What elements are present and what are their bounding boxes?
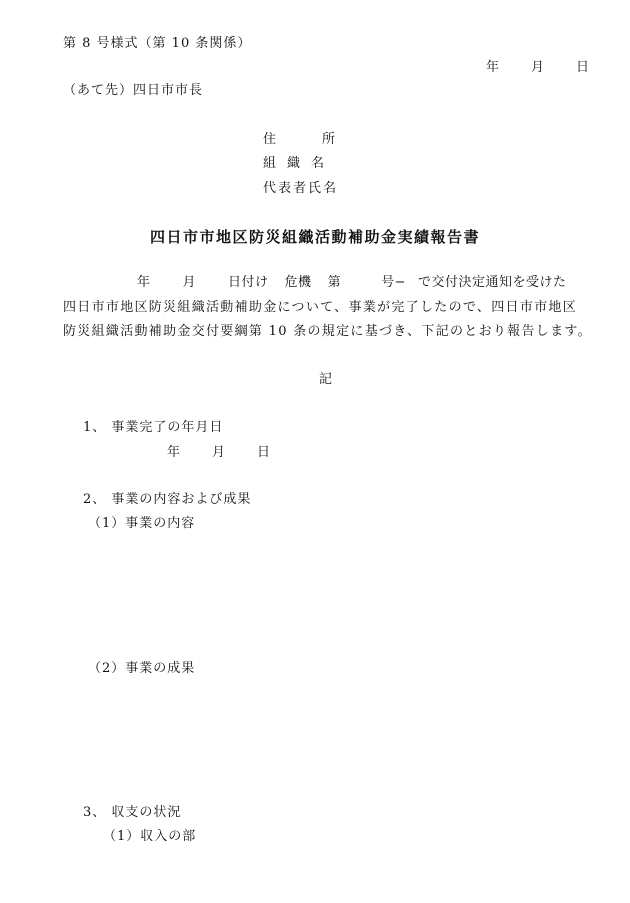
item-3-sub-1-heading: （1）収入の部 (103, 829, 197, 844)
date-day-label: 日 (576, 60, 590, 75)
sender-org-char-1: 組 (263, 156, 277, 171)
body-year: 年 (137, 275, 151, 290)
document-title: 四日市市地区防災組織活動補助金実績報告書 (149, 228, 480, 246)
sender-org-label (263, 155, 324, 173)
item-1-heading: 1、 事業完了の年月日 (83, 420, 224, 435)
body-number-prefix: 第 (327, 275, 342, 290)
body-line-1 (63, 274, 567, 292)
sender-address-label (263, 131, 335, 149)
sender-org-char-2: 織 (287, 156, 301, 171)
sender-address-char-2: 所 (322, 132, 336, 147)
sender-address-char-1: 住 (263, 132, 277, 147)
ki-heading: 記 (319, 372, 333, 387)
form-number: 第 8 号様式（第 10 条関係） (63, 36, 252, 51)
sender-org-char-3: 名 (311, 156, 325, 171)
body-day-dated: 日付け (228, 275, 269, 290)
date-line (486, 59, 589, 77)
body-line-1-rest: で交付決定通知を受けた (417, 275, 567, 290)
date-month-label: 月 (531, 60, 545, 75)
item-2-sub-1-heading: （1）事業の内容 (88, 516, 196, 531)
body-line-3: 防災組織活動補助金交付要綱第 10 条の規定に基づき、下記のとおり報告します。 (63, 324, 592, 339)
body-number-suffix: 号− (381, 275, 406, 290)
body-crisis: 危機 (284, 275, 312, 290)
item-2-heading: 2、 事業の内容および成果 (83, 492, 252, 507)
item-3-heading: 3、 収支の状況 (83, 805, 182, 820)
addressee: （あて先）四日市市長 (63, 83, 204, 98)
body-line-2: 四日市市地区防災組織活動補助金について、事業が完了したので、四日市市地区 (63, 300, 578, 315)
item-1-day: 日 (257, 445, 271, 460)
body-month: 月 (182, 275, 197, 290)
item-1-year: 年 (167, 445, 181, 460)
item-1-date (167, 444, 270, 462)
sender-representative-label: 代表者氏名 (263, 181, 339, 196)
item-2-sub-2-heading: （2）事業の成果 (88, 661, 196, 676)
date-year-label: 年 (486, 60, 500, 75)
item-1-month: 月 (212, 445, 226, 460)
